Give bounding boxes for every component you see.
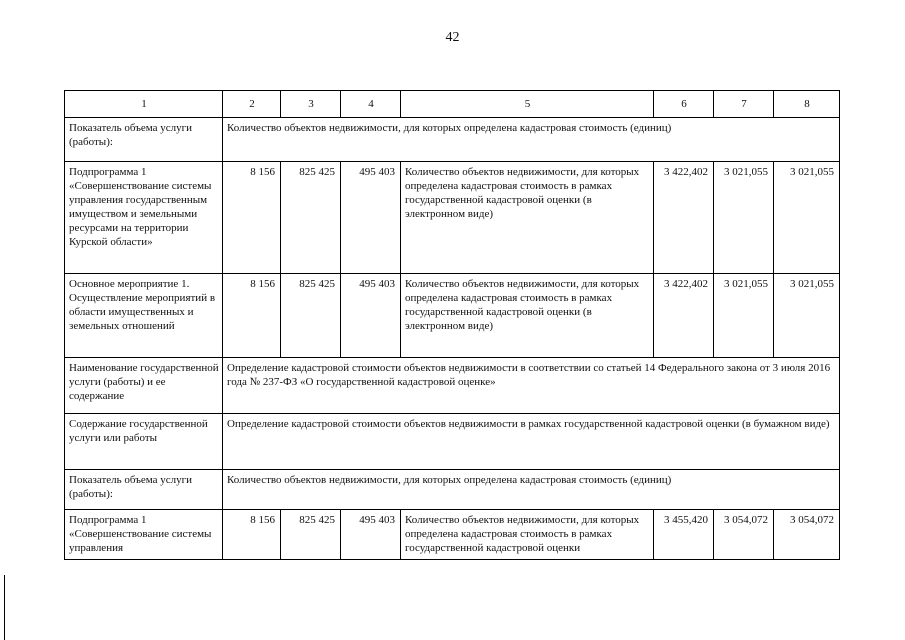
table-row [65, 358, 840, 414]
column-number: 6 [654, 91, 714, 118]
cell-col4: 495 403 [341, 162, 401, 274]
table-row [65, 274, 840, 358]
column-number: 1 [65, 91, 223, 118]
cell-col5: Количество объектов недвижимости, для которых определена кадастровая стоимость в рамках государственной кадастровой оценки (в электронном виде) [401, 274, 654, 358]
cell-col2: 8 156 [223, 162, 281, 274]
cell-col4: 495 403 [341, 510, 401, 560]
cell-col7: 3 021,055 [714, 162, 774, 274]
table-row [65, 162, 840, 274]
cell-col5: Количество объектов недвижимости, для которых определена кадастровая стоимость в рамках государственной кадастровой оценки (в электронном виде) [401, 162, 654, 274]
column-number: 8 [774, 91, 840, 118]
cell-col8: 3 021,055 [774, 162, 840, 274]
row-label: Основное мероприятие 1. Осуществление мероприятий в области имущественных и земельных отношений [65, 274, 223, 358]
row-span-text: Определение кадастровой стоимости объектов недвижимости в рамках государственной кадастровой оценки (в бумажном виде) [223, 414, 840, 470]
scan-edge-line [4, 575, 5, 640]
row-label: Подпрограмма 1 «Совершенствование системы управления государственным имуществом и земельными ресурсами на территории Курской области» [65, 162, 223, 274]
cell-col3: 825 425 [281, 510, 341, 560]
table-row [65, 414, 840, 470]
row-span-text: Определение кадастровой стоимости объектов недвижимости в соответствии со статьей 14 Федерального закона от 3 июля 2016 года № 237-ФЗ «О государственной кадастровой оценке» [223, 358, 840, 414]
cell-col2: 8 156 [223, 510, 281, 560]
table-row [65, 470, 840, 510]
row-label: Показатель объема услуги (работы): [65, 118, 223, 162]
cell-col4: 495 403 [341, 274, 401, 358]
cell-col3: 825 425 [281, 162, 341, 274]
cell-col8: 3 054,072 [774, 510, 840, 560]
row-span-text: Количество объектов недвижимости, для которых определена кадастровая стоимость (единиц) [223, 118, 840, 162]
table-row [65, 510, 840, 560]
column-number: 4 [341, 91, 401, 118]
cell-col2: 8 156 [223, 274, 281, 358]
column-number: 3 [281, 91, 341, 118]
row-label: Содержание государственной услуги или работы [65, 414, 223, 470]
budget-table [64, 90, 840, 560]
cell-col6: 3 422,402 [654, 274, 714, 358]
cell-col8: 3 021,055 [774, 274, 840, 358]
row-label: Подпрограмма 1 «Совершенствование системы управления [65, 510, 223, 560]
column-number-row [65, 91, 840, 118]
cell-col7: 3 054,072 [714, 510, 774, 560]
column-number: 2 [223, 91, 281, 118]
cell-col3: 825 425 [281, 274, 341, 358]
row-label: Наименование государственной услуги (работы) и ее содержание [65, 358, 223, 414]
cell-col6: 3 422,402 [654, 162, 714, 274]
cell-col6: 3 455,420 [654, 510, 714, 560]
row-span-text: Количество объектов недвижимости, для которых определена кадастровая стоимость (единиц) [223, 470, 840, 510]
page-number: 42 [445, 30, 460, 45]
cell-col7: 3 021,055 [714, 274, 774, 358]
column-number: 7 [714, 91, 774, 118]
row-label: Показатель объема услуги (работы): [65, 470, 223, 510]
column-number: 5 [401, 91, 654, 118]
table-row [65, 118, 840, 162]
cell-col5: Количество объектов недвижимости, для которых определена кадастровая стоимость в рамках государственной кадастровой оценки [401, 510, 654, 560]
